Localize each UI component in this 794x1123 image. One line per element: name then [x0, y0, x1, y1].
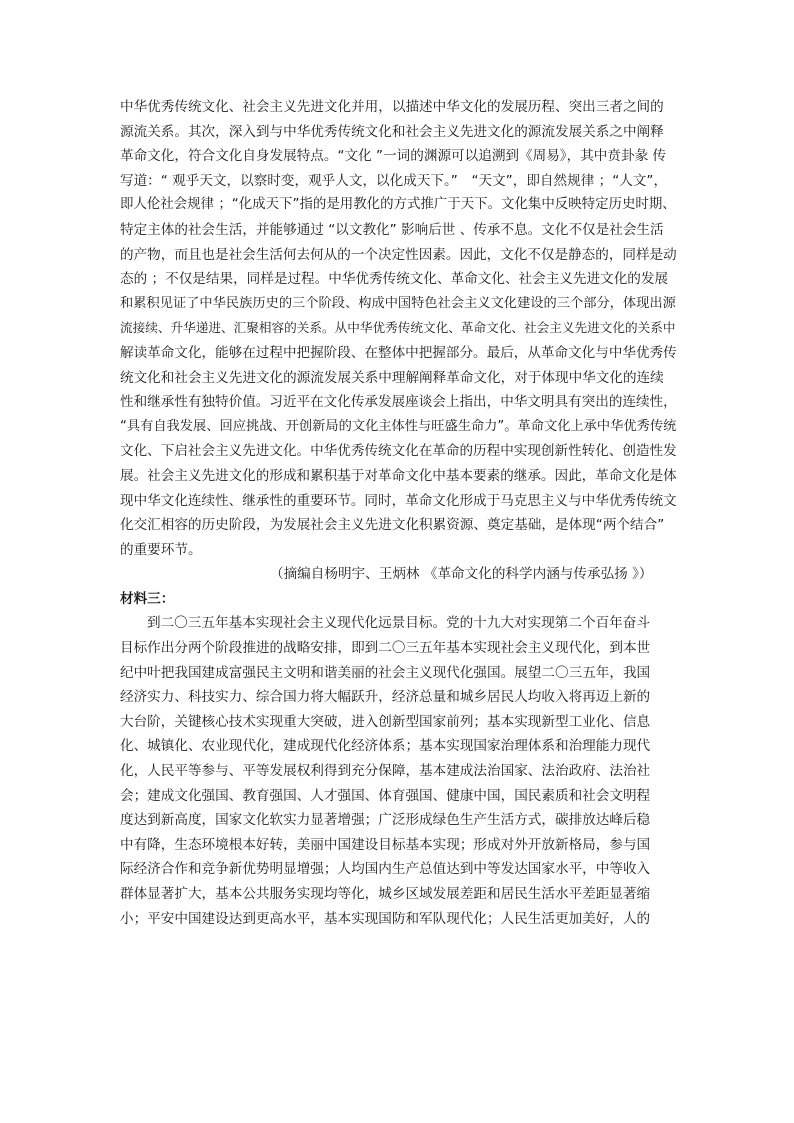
text-line: 和累积见证了中华民族历史的三个阶段、构成中国特色社会主义文化建设的三个部分，体现出源 [120, 295, 676, 311]
text-line: 特定主体的社会生活，并能够通过 “以文教化” 影响后世 、传承不息。文化不仅是社会生活 [120, 221, 664, 238]
citation: （摘编自杨明宇、王炳林 《革命文化的科学内涵与传承弘扬 》） [270, 566, 653, 583]
text-line: 纪中叶把我国建成富强民主文明和谐美丽的社会主义现代化强国。展望二〇三五年，我国 [120, 664, 651, 681]
text-line: 小；平安中国建设达到更高水平，基本实现国防和军队现代化；人民生活更加美好，人的 [120, 910, 651, 927]
text-line: 态的 ；不仅是结果，同样是过程。中华优秀传统文化、革命文化、社会主义先进文化的发展 [120, 271, 669, 288]
text-line: 大台阶，关键核心技术实现重大突破，进入创新型国家前列；基本实现新型工业化、信息 [120, 713, 651, 730]
text-line: 会；建成文化强国、教育强国、人才强国、体育强国、健康中国，国民素质和社会文明程 [120, 787, 651, 804]
text-line: 文化、下启社会主义先进文化。中华优秀传统文化在革命的历程中实现创新性转化、创造性发 [120, 443, 677, 460]
text-line: 革命文化，符合文化自身发展特点。“文化 ”一词的渊源可以追溯到《周易》，其中贲卦彖 传 [120, 148, 667, 165]
text-line: 解读革命文化，能够在过程中把握阶段、在整体中把握部分。最后，从革命文化与中华优秀传 [120, 344, 677, 361]
text-line: 现中华文化连续性、继承性的重要环节。同时，革命文化形成于马克思主义与中华优秀传统文 [120, 492, 677, 509]
text-line: 化，人民平等参与、平等发展权利得到充分保障，基本建成法治国家、法治政府、法治社 [120, 763, 651, 780]
text-line: 写道：“ 观乎天文，以察时变，观乎人文，以化成天下。” “天文”，即自然规律 ；“人文”， [120, 172, 668, 189]
text-line: “具有自我发展、回应挑战、开创新局的文化主体性与旺盛生命力”。革命文化上承中华优秀传统 [120, 418, 677, 434]
text-line: 即人伦社会规律 ；“化成天下”指的是用教化的方式推广于天下。文化集中反映特定历史时期、 [120, 197, 676, 213]
text-line: 群体显著扩大，基本公共服务实现均等化，城乡区域发展差距和居民生活水平差距显著缩 [120, 886, 651, 902]
text-line: 中华优秀传统文化、社会主义先进文化并用，以描述中华文化的发展历程、突出三者之间的 [120, 99, 664, 115]
text-line: 际经济合作和竞争新优势明显增强；人均国内生产总值达到中等发达国家水平，中等收入 [120, 861, 651, 878]
text-line: 到二〇三五年基本实现社会主义现代化远景目标。党的十九大对实现第二个百年奋斗 [147, 615, 650, 632]
material-two-body [120, 95, 676, 562]
text-line: 的产物，而且也是社会生活何去何从的一个决定性因素。因此，文化不仅是静态的，同样是动 [120, 246, 677, 263]
text-line: 流接续、升华递进、汇聚相容的关系。从中华优秀传统文化、革命文化、社会主义先进文化的关系中 [120, 320, 676, 336]
text-line: 目标作出分两个阶段推进的战略安排，即到二〇三五年基本实现社会主义现代化，到本世 [120, 640, 651, 657]
material-three-body [120, 611, 676, 931]
text-line: 性和继承性有独特价值。习近平在文化传承发展座谈会上指出，中华文明具有突出的连续性， [120, 394, 677, 411]
text-line: 经济实力、科技实力、综合国力将大幅跃升，经济总量和城乡居民人均收入将再迈上新的 [120, 689, 651, 706]
material-three-heading: 材料三： [120, 590, 175, 607]
text-line: 中有降，生态环境根本好转，美丽中国建设目标基本实现；形成对外开放新格局，参与国 [120, 836, 651, 853]
text-line: 统文化和社会主义先进文化的源流发展关系中理解阐释革命文化，对于体现中华文化的连续 [120, 369, 664, 386]
document-page [120, 95, 676, 931]
text-line: 的重要环节。 [120, 541, 202, 558]
text-line: 度达到新高度，国家文化软实力显著增强；广泛形成绿色生产生活方式，碳排放达峰后稳 [120, 812, 651, 829]
text-line: 化、城镇化、农业现代化，建成现代化经济体系；基本实现国家治理体系和治理能力现代 [120, 738, 651, 755]
text-line: 源流关系。其次，深入到与中华优秀传统文化和社会主义先进文化的源流发展关系之中阐释 [120, 123, 664, 140]
text-line: 展。社会主义先进文化的形成和累积基于对革命文化中基本要素的继承。因此，革命文化是体 [120, 467, 677, 484]
text-line: 化交汇相容的历史阶段，为发展社会主义先进文化积累资源、奠定基础，是体现“两个结合” [120, 517, 665, 534]
